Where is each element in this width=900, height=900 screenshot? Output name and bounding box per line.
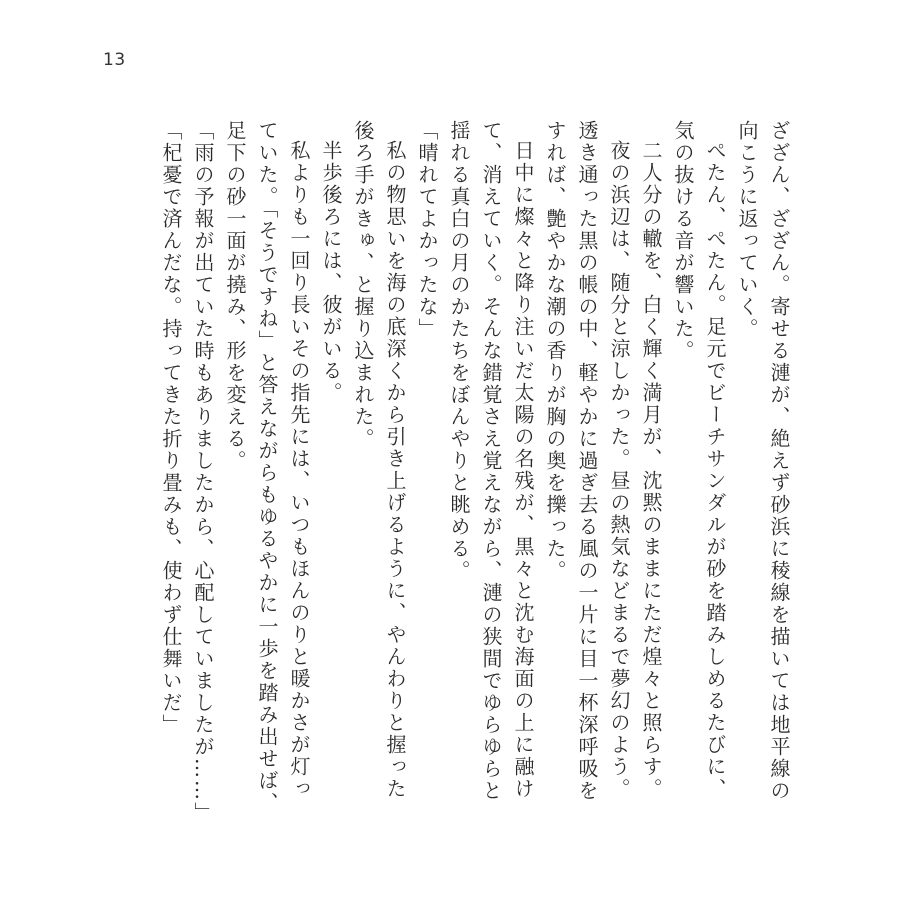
dialogue-line: 「晴れてよかったな」 <box>415 120 439 340</box>
paragraph: ざざん、ざざん。寄せる漣が、絶えず砂浜に稜線を描いては地平線の向こうに返っていく。 <box>735 120 791 802</box>
dialogue-line: 「杞憂で済んだな。持ってきた折り畳みも、使わず仕舞いだ」 <box>159 120 183 736</box>
paragraph: 半歩後ろには、彼がいる。 <box>319 140 343 404</box>
paragraph: 私の物思いを海の底深くから引き上げるように、やんわりと握った後ろ手がきゅ、と握り込まれた。 <box>351 120 407 800</box>
paragraph: 私よりも一回り長いその指先には、いつもほんのりと暖かさが灯っていた。「そうですね」と答えながらもゆるやかに一歩を踏み出せば、足下の砂一面が撓み、形を変える。 <box>223 120 311 814</box>
paragraph: 透き通った黒の帳の中、軽やかに過ぎ去る風の一片に目一杯深呼吸をすれば、艶やかな潮の香りが胸の奥を擽った。 <box>543 120 599 802</box>
paragraph: ぺたん、ぺたん。足元でビーチサンダルが砂を踏みしめるたびに、気の抜ける音が響いた。 <box>671 120 727 800</box>
body-text <box>95 120 795 824</box>
paragraph: 二人分の轍を、白く輝く満月が、沈黙のままにただ煌々と照らす。 <box>639 140 663 800</box>
page-number: 13 <box>103 50 126 70</box>
dialogue-line: 「雨の予報が出ていた時もありましたから、心配していましたが……」 <box>191 120 215 824</box>
paragraph: 日中に燦々と降り注いだ太陽の名残が、黒々と沈む海面の上に融けて、消えていく。そんな錯覚さえ覚えながら、漣の狭間でゆらゆらと揺れる真白の月のかたちをぼんやりと眺める。 <box>447 120 535 802</box>
paragraph: 夜の浜辺は、随分と涼しかった。昼の熱気などまるで夢幻のよう。 <box>607 140 631 800</box>
